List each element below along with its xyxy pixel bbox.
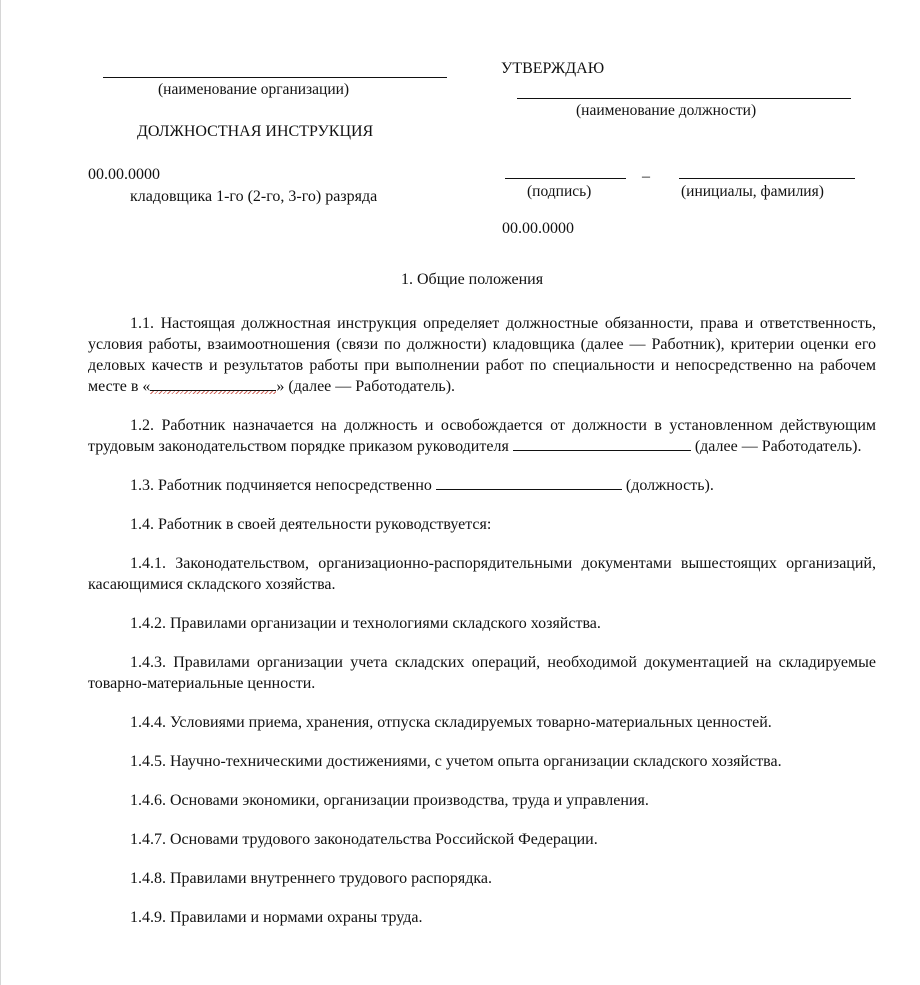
- paragraph-1-4-7: 1.4.7. Основами трудового законодательства Российской Федерации.: [130, 831, 598, 848]
- name-line: [679, 178, 855, 179]
- paragraph-1-4-4: 1.4.4. Условиями приема, хранения, отпуска складируемых товарно-материальных ценностей.: [130, 714, 772, 731]
- employer-name-blank: [150, 376, 276, 391]
- signature-line: [505, 178, 626, 179]
- paragraph-1-4-1: 1.4.1. Законодательством, организационно-распорядительными документами вышестоящих организаций, касающимися складского хозяйства.: [88, 555, 876, 593]
- document-title: ДОЛЖНОСТНАЯ ИНСТРУКЦИЯ: [137, 123, 374, 140]
- approval-date: 00.00.0000: [502, 220, 574, 237]
- paragraph-1-4-8: 1.4.8. Правилами внутреннего трудового распорядка.: [130, 870, 492, 887]
- signature-dash: –: [642, 168, 650, 185]
- paragraph-1-4-3: 1.4.3. Правилами организации учета складских операций, необходимой документацией на складируемые товарно-материальные ценности.: [88, 654, 876, 692]
- name-caption: (инициалы, фамилия): [681, 183, 824, 200]
- organization-caption: (наименование организации): [158, 81, 350, 98]
- paragraph-1-4-6: 1.4.6. Основами экономики, организации производства, труда и управления.: [130, 792, 649, 809]
- position-line: [517, 98, 851, 99]
- document-date: 00.00.0000: [88, 166, 160, 183]
- director-blank: [513, 436, 691, 451]
- paragraph-1-4: 1.4. Работник в своей деятельности руководствуется:: [130, 516, 492, 533]
- paragraph-1-3: 1.3. Работник подчиняется непосредственно (должность).: [130, 477, 714, 494]
- paragraph-1-4-5: 1.4.5. Научно-техническими достижениями, с учетом опыта организации складского хозяйства.: [130, 753, 782, 770]
- position-caption: (наименование должности): [576, 102, 757, 119]
- approval-title: УТВЕРЖДАЮ: [501, 60, 605, 77]
- page-edge: [0, 0, 1, 985]
- document-subject: кладовщика 1-го (2-го, 3-го) разряда: [130, 188, 378, 205]
- paragraph-1-2: 1.2. Работник назначается на должность и освобождается от должности в установленном действующим трудовым законодательством порядке приказом руководителя (далее — Работодатель).: [88, 417, 876, 455]
- paragraph-1-4-9: 1.4.9. Правилами и нормами охраны труда.: [130, 909, 423, 926]
- supervisor-blank: [436, 475, 622, 490]
- section-heading: 1. Общие положения: [401, 271, 544, 288]
- signature-caption: (подпись): [527, 183, 592, 200]
- paragraph-1-1: 1.1. Настоящая должностная инструкция определяет должностные обязанности, права и ответственность, условия работы, взаимоотношения (связи по должности) кладовщика (далее — Работник), критерии оценки его деловых качеств и результатов работы при выполнении работ по специальности и непосредственно на рабочем месте в « » (далее — Работодатель).: [88, 315, 876, 395]
- organization-name-line: [103, 77, 447, 78]
- paragraph-1-4-2: 1.4.2. Правилами организации и технологиями складского хозяйства.: [130, 615, 601, 632]
- section-body: [88, 313, 876, 946]
